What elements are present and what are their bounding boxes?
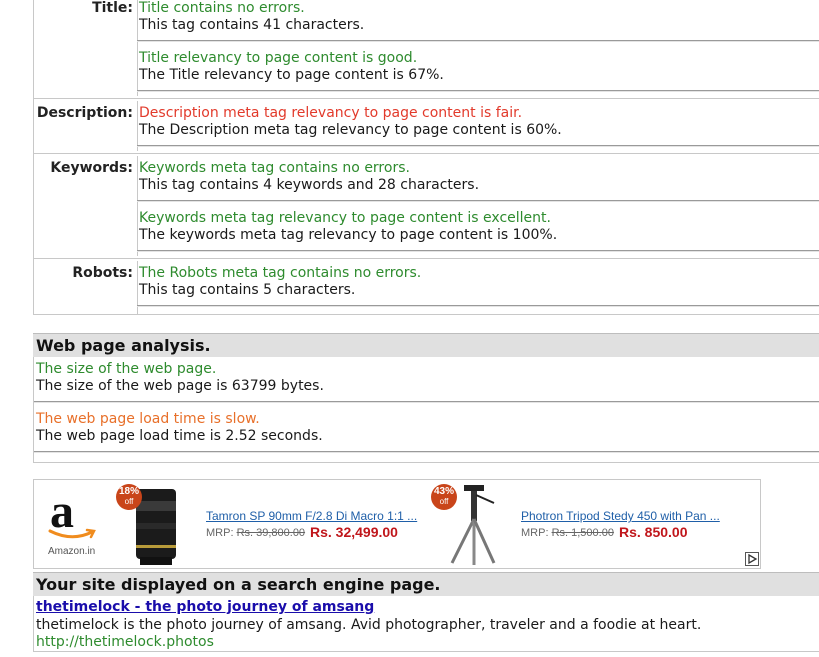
robots-status: The Robots meta tag contains no errors. bbox=[139, 265, 422, 281]
keywords-status: Keywords meta tag contains no errors. bbox=[139, 160, 410, 176]
mrp-value: Rs. 39,800.00 bbox=[236, 527, 306, 539]
keywords-detail: This tag contains 4 keywords and 28 characters. bbox=[139, 177, 480, 193]
discount-off: off bbox=[124, 497, 134, 506]
divider bbox=[137, 90, 819, 92]
amazon-ad-banner[interactable] bbox=[33, 479, 761, 569]
mrp-label: MRP: bbox=[206, 527, 234, 539]
mrp-value: Rs. 1,500.00 bbox=[551, 527, 614, 539]
divider bbox=[137, 250, 819, 252]
title-relevancy-detail: The Title relevancy to page content is 67%. bbox=[139, 67, 444, 83]
title-detail: This tag contains 41 characters. bbox=[139, 17, 365, 33]
divider bbox=[137, 145, 819, 147]
ad-price: Rs. 850.00 bbox=[619, 524, 688, 540]
divider bbox=[137, 200, 819, 202]
web-page-analysis-heading: Web page analysis. bbox=[33, 333, 819, 357]
divider bbox=[137, 40, 819, 42]
column-divider bbox=[137, 0, 138, 96]
amazon-smile-icon bbox=[48, 528, 98, 542]
row-divider bbox=[34, 98, 819, 99]
page-size-detail: The size of the web page is 63799 bytes. bbox=[36, 378, 324, 394]
keywords-relevancy-detail: The keywords meta tag relevancy to page content is 100%. bbox=[139, 227, 558, 243]
amazon-brand: Amazon.in bbox=[48, 546, 96, 557]
ad-mrp bbox=[521, 527, 614, 539]
load-time-status: The web page load time is slow. bbox=[36, 411, 260, 427]
mrp-label: MRP: bbox=[521, 527, 549, 539]
serp-title-link[interactable]: thetimelock - the photo journey of amsang bbox=[36, 599, 375, 615]
keywords-label: Keywords: bbox=[50, 160, 133, 176]
robots-detail: This tag contains 5 characters. bbox=[139, 282, 356, 298]
robots-label: Robots: bbox=[72, 265, 133, 281]
discount-badge bbox=[431, 484, 457, 510]
ad-product-link[interactable]: Tamron SP 90mm F/2.8 Di Macro 1:1 ... bbox=[206, 509, 418, 523]
column-divider bbox=[137, 156, 138, 256]
discount-badge bbox=[116, 484, 142, 510]
serp-heading: Your site displayed on a search engine page. bbox=[33, 572, 819, 596]
description-detail: The Description meta tag relevancy to page content is 60%. bbox=[139, 122, 562, 138]
description-status: Description meta tag relevancy to page content is fair. bbox=[139, 105, 523, 121]
serp-url: http://thetimelock.photos bbox=[36, 634, 214, 650]
divider bbox=[34, 451, 819, 453]
description-label: Description: bbox=[36, 105, 133, 121]
serp-description: thetimelock is the photo journey of amsang. Avid photographer, traveler and a foodie at heart. bbox=[36, 617, 702, 633]
keywords-relevancy-status: Keywords meta tag relevancy to page content is excellent. bbox=[139, 210, 551, 226]
discount-percent: 18% bbox=[118, 486, 139, 497]
title-label: Title: bbox=[92, 0, 133, 16]
row-divider bbox=[34, 153, 819, 154]
divider bbox=[34, 401, 819, 403]
ad-mrp bbox=[206, 527, 305, 539]
divider bbox=[137, 305, 819, 307]
adchoices-icon[interactable] bbox=[745, 552, 759, 566]
page-size-status: The size of the web page. bbox=[36, 361, 217, 377]
amazon-a-glyph: a bbox=[50, 485, 74, 538]
column-divider bbox=[137, 101, 138, 151]
discount-off: off bbox=[439, 497, 449, 506]
title-status: Title contains no errors. bbox=[139, 0, 305, 16]
load-time-detail: The web page load time is 2.52 seconds. bbox=[36, 428, 323, 444]
ad-price: Rs. 32,499.00 bbox=[310, 524, 398, 540]
ad-product-link[interactable]: Photron Tripod Stedy 450 with Pan ... bbox=[521, 509, 720, 523]
title-relevancy-status: Title relevancy to page content is good. bbox=[139, 50, 418, 66]
discount-percent: 43% bbox=[433, 486, 454, 497]
row-divider bbox=[34, 258, 819, 259]
amazon-logo[interactable] bbox=[44, 485, 104, 558]
